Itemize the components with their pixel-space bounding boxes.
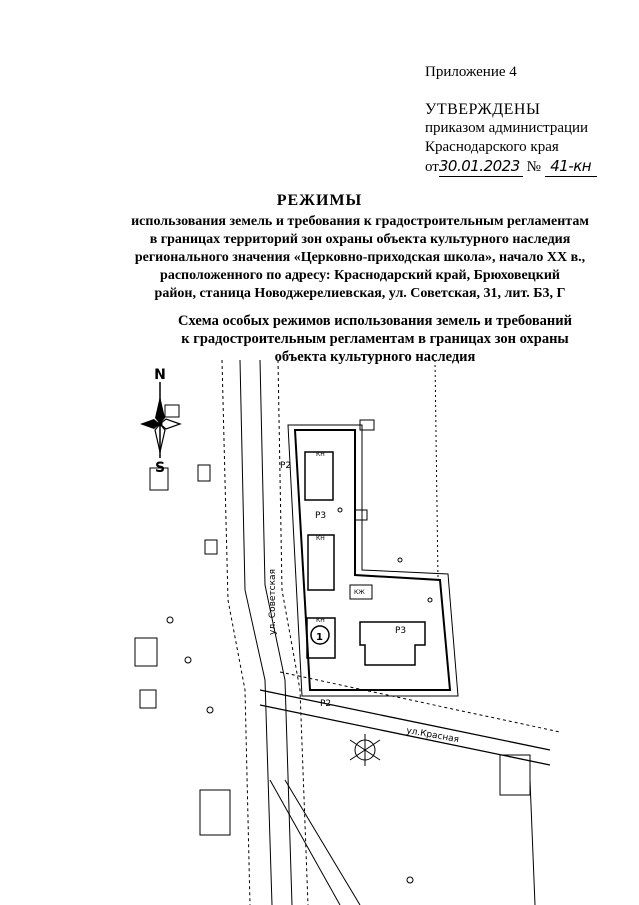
- building-mark: КН: [316, 451, 325, 458]
- tree-symbol: [167, 617, 173, 623]
- road-edge: [222, 360, 250, 905]
- subtitle-line: использования земель и требования к градостроительным регламентам: [131, 214, 589, 229]
- scheme-title-line: Схема особых режимов использования земель и требований: [178, 313, 572, 329]
- date-prefix: от: [425, 159, 439, 175]
- tree-symbol: [398, 558, 402, 562]
- building-mark: КН: [316, 535, 325, 542]
- approved-title: УТВЕРЖДЕНЫ: [425, 101, 541, 118]
- road-edge: [278, 360, 308, 905]
- subtitle-line: расположенного по адресу: Краснодарский край, Брюховецкий: [160, 268, 560, 283]
- building: [308, 535, 334, 590]
- tree-symbol: [428, 598, 432, 602]
- road-edge: [530, 780, 535, 905]
- building-mark: КЖ: [354, 589, 365, 596]
- approved-line-2: Краснодарского края: [425, 139, 559, 155]
- compass-south-label: S: [154, 460, 166, 476]
- zone-label: Р3: [315, 511, 327, 521]
- protection-zone-boundary: [295, 430, 450, 690]
- small-structure: [500, 755, 530, 795]
- scheme-title-line: к градостроительным регламентам в границах зон охраны: [181, 331, 569, 347]
- subtitle-line: регионального значения «Церковно-приходская школа», начало XX в.,: [134, 250, 586, 265]
- approval-number: 41-кн: [545, 157, 597, 177]
- zone-label: Р2: [320, 699, 332, 709]
- subtitle-line: в границах территорий зон охраны объекта культурного наследия: [149, 232, 571, 247]
- small-structure: [355, 510, 367, 520]
- street-label: ул.Красная: [405, 726, 460, 746]
- road-line: [270, 780, 340, 905]
- compass-north-label: N: [154, 367, 166, 383]
- street-label: ул. Советская: [268, 569, 278, 635]
- number-prefix: №: [526, 159, 541, 175]
- road-line: [285, 780, 360, 905]
- fence-line: [435, 360, 438, 580]
- scheme-title-line: объекта культурного наследия: [274, 349, 476, 365]
- small-structure: [140, 690, 156, 708]
- building: [305, 452, 333, 500]
- approval-date: 30.01.2023: [439, 157, 523, 177]
- tree-symbol: [338, 508, 342, 512]
- small-structure: [150, 468, 168, 490]
- small-structure: [198, 465, 210, 481]
- object-number: 1: [316, 632, 323, 643]
- zone-label: Р2: [280, 461, 292, 471]
- approved-line-1: приказом администрации: [425, 120, 589, 136]
- small-structure: [200, 790, 230, 835]
- building-mark: КН: [316, 617, 325, 624]
- document-subtitle: [100, 213, 620, 303]
- small-structure: [205, 540, 217, 554]
- zone-outer-boundary: [288, 425, 458, 696]
- tree-symbol: [407, 877, 413, 883]
- tree-symbol: [185, 657, 191, 663]
- subtitle-line: район, станица Новоджерелиевская, ул. Советская, 31, лит. Б3, Г: [154, 286, 566, 301]
- zone-scheme-map: [110, 360, 639, 905]
- approval-block: [425, 100, 597, 177]
- zone-label: Р3: [395, 626, 407, 636]
- approval-date-line: [425, 157, 597, 177]
- small-structure: [135, 638, 157, 666]
- scheme-title: [150, 312, 600, 366]
- tree-symbol: [207, 707, 213, 713]
- appendix-label: Приложение 4: [425, 64, 517, 80]
- building: [360, 622, 425, 665]
- document-title: РЕЖИМЫ: [276, 192, 363, 209]
- small-structure: [165, 405, 179, 417]
